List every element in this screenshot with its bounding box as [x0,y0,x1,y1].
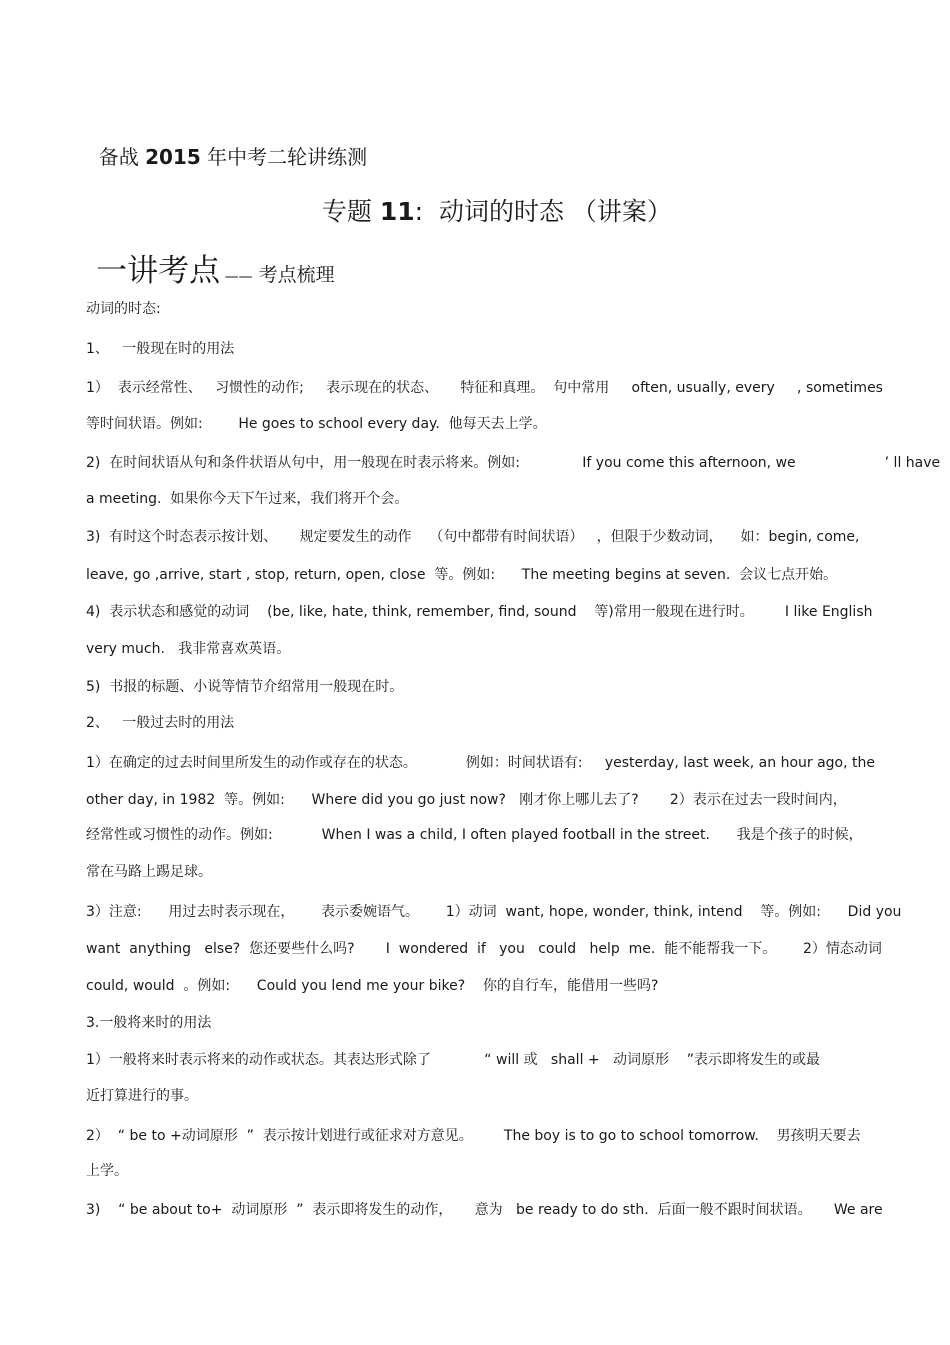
text-line: 等时间状语。例如: He goes to school every day. 他每天去上学。 [86,416,547,432]
section-title: 一讲考点 [96,253,221,289]
title-prefix: 专题 [321,197,380,226]
text-line: very much. 我非常喜欢英语。 [86,641,291,657]
text-line: want anything else? 您还要些什么吗? I wondered if you could help me. 能不能帮我一下。 2）情态动词 [86,941,882,957]
text-line: other day, in 1982 等。例如: Where did you go just now? 刚才你上哪儿去了? 2）表示在过去一段时间内， [86,792,847,808]
text-line: 2） “ be to +动词原形 ” 表示按计划进行或征求对方意见。 The boy is to go to school tomorrow. 男孩明天要去 [86,1128,861,1144]
text-line: 近打算进行的事。 [86,1088,198,1104]
document-title [306,163,672,228]
text-line: 3) “ be about to+ 动词原形 ” 表示即将发生的动作， 意为 be ready to do sth. 后面一般不跟时间状语。 We are [86,1202,883,1218]
text-line: leave, go ,arrive, start , stop, return, open, close 等。例如: The meeting begins at seven. 会议七点开始。 [86,567,838,583]
text-line: could, would 。例如: Could you lend me your bike? 你的自行车，能借用一些吗? [86,978,659,994]
text-line: a meeting. 如果你今天下午过来，我们将开个会。 [86,491,409,507]
text-line: 1）在确定的过去时间里所发生的动作或存在的状态。 例如：时间状语有: yesterday, last week, an hour ago, the [86,755,875,771]
section-heading [86,226,335,290]
text-line: 3.一般将来时的用法 [86,1015,212,1031]
text-line: 上学。 [86,1163,128,1179]
text-line: 1、 一般现在时的用法 [86,341,235,357]
section-dash: —— [220,269,253,285]
text-line: 常在马路上踢足球。 [86,864,212,880]
text-line: 5) 书报的标题、小说等情节介绍常用一般现在时。 [86,679,404,695]
text-line: 1）一般将来时表示将来的动作或状态。其表达形式除了 “ will 或 shall + 动词原形 ”表示即将发生的或最 [86,1052,821,1068]
text-line: 1） 表示经常性、 习惯性的动作; 表示现在的状态、 特征和真理。 句中常用 often, usually, every , sometimes [86,380,883,396]
text-line: 2) 在时间状语从句和条件状语从句中，用一般现在时表示将来。例如: If you come this afternoon, we ’ ll have [86,455,941,471]
header-prefix: 备战 [98,145,146,169]
text-line: 2、 一般过去时的用法 [86,715,235,731]
header-suffix: 年中考二轮讲练测 [200,145,368,169]
title-number: 11 [379,197,415,226]
text-line: 3）注意: 用过去时表示现在， 表示委婉语气。 1）动词 want, hope, wonder, think, intend 等。例如: Did you [86,904,902,920]
text-line: 4) 表示状态和感觉的动词 (be, like, hate, think, remember, find, sound 等)常用一般现在进行时。 I like English [86,604,873,620]
section-subtitle: 考点梳理 [252,264,335,286]
title-suffix: : 动词的时态 （讲案） [414,197,672,226]
text-line: 3) 有时这个时态表示按计划、 规定要发生的动作 （句中都带有时间状语） ，但限于少数动词， 如：begin, come, [86,529,860,545]
text-line: 经常性或习惯性的动作。例如: When I was a child, I often played football in the street. 我是个孩子的时候， [86,827,863,843]
text-line: 动词的时态: [86,301,161,317]
header-year: 2015 [145,145,201,169]
